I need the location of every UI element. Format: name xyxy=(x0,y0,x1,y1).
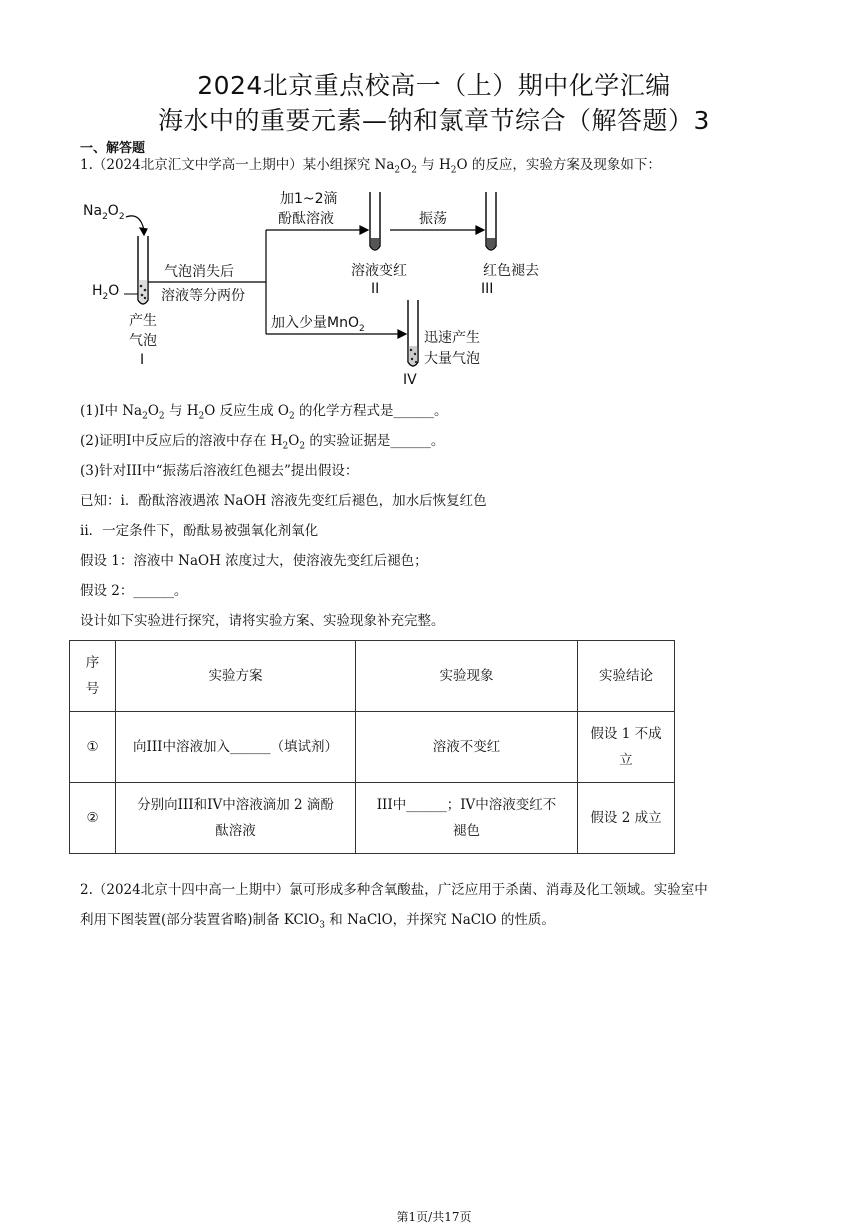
known-1: 已知：i．酚酞溶液遇浓 NaOH 溶液先变红后褪色，加水后恢复红色 xyxy=(80,493,487,509)
tube4-number: IV xyxy=(403,372,417,388)
q1-sub1: (1)I中 $Na_2O_2$ 与 $H_2O$ 反应生成 $O_2$ 的化学方程式是______。 xyxy=(80,403,448,422)
table-row xyxy=(70,783,675,854)
q1-sub3: (3)针对III中“振荡后溶液红色褪去”提出假设： xyxy=(80,463,359,479)
row1-phenomenon: 溶液不变红 xyxy=(356,712,578,783)
hypothesis-2: 假设 2：______。 xyxy=(80,583,188,599)
section-heading: 一、解答题 xyxy=(80,141,146,156)
row2-index: ② xyxy=(70,783,116,854)
shake-label: 振荡 xyxy=(419,211,447,227)
branch-top-2: 酚酞溶液 xyxy=(278,211,334,227)
branch-top-1: 加1~2滴 xyxy=(280,191,338,207)
document-title-line2: 海水中的重要元素—钠和氯章节综合（解答题）3 xyxy=(158,106,710,135)
document-title-line1: 2024北京重点校高一（上）期中化学汇编 xyxy=(197,71,671,100)
table-row xyxy=(70,712,675,783)
experiment-table xyxy=(69,640,675,854)
hypothesis-1: 假设 1：溶液中 NaOH 浓度过大，使溶液先变红后褪色； xyxy=(80,553,428,569)
header-plan: 实验方案 xyxy=(116,641,356,712)
tube2-number: II xyxy=(371,281,380,297)
q1-intro: 1.（2024北京汇文中学高一上期中）某小组探究 $Na_2O_2$ 与 $H_2O$ 的反应，实验方案及现象如下： xyxy=(80,157,661,176)
tube1-number: I xyxy=(140,352,145,368)
tube1-label-2: 气泡 xyxy=(129,333,157,349)
test-tube-4 xyxy=(408,300,418,366)
q2-line2: 利用下图装置(部分装置省略)制备 KClO$_3$ 和 NaClO，并探究 NaClO 的性质。 xyxy=(80,912,555,931)
label-na2o2: $Na_2O_2$ xyxy=(83,203,125,222)
row1-plan: 向III中溶液加入______（填试剂） xyxy=(116,712,356,783)
row2-plan: 分别向III和IV中溶液滴加 2 滴酚 酞溶液 xyxy=(116,783,356,854)
tube4-label-2: 大量气泡 xyxy=(424,351,480,367)
tube2-label: 溶液变红 xyxy=(351,263,407,279)
page-footer: 第1页/共17页 xyxy=(396,1210,472,1224)
tube4-label-1: 迅速产生 xyxy=(424,330,480,346)
label-split-two: 溶液等分两份 xyxy=(161,288,245,304)
row1-conclusion: 假设 1 不成 立 xyxy=(578,712,675,783)
tube3-label: 红色褪去 xyxy=(483,263,539,279)
test-tube-2 xyxy=(370,192,380,250)
design-instruction: 设计如下实验进行探究，请将实验方案、实验现象补充完整。 xyxy=(80,613,445,629)
table-header-row xyxy=(70,641,675,712)
header-phenomenon: 实验现象 xyxy=(356,641,578,712)
test-tube-1 xyxy=(124,236,148,304)
known-2: ii．一定条件下，酚酞易被强氧化剂氧化 xyxy=(80,523,319,539)
reagent-arrow xyxy=(126,216,147,235)
tube3-number: III xyxy=(481,281,494,297)
test-tube-3 xyxy=(486,192,496,250)
row2-conclusion: 假设 2 成立 xyxy=(578,783,675,854)
row1-index: ① xyxy=(70,712,116,783)
label-h2o: $H_2O$ xyxy=(92,283,120,302)
q1-sub2: (2)证明I中反应后的溶液中存在 $H_2O_2$ 的实验证据是______。 xyxy=(80,433,445,452)
label-bubbles-gone: 气泡消失后 xyxy=(164,264,234,280)
header-conclusion: 实验结论 xyxy=(578,641,675,712)
q2-line1: 2.（2024北京十四中高一上期中）氯可形成多种含氧酸盐，广泛应用于杀菌、消毒及化工领域。实验室中 xyxy=(80,882,708,898)
header-index: 序 号 xyxy=(70,641,116,712)
tube1-label-1: 产生 xyxy=(129,313,157,329)
branch-bottom: 加入少量MnO$_2$ xyxy=(271,315,365,334)
row2-phenomenon: III中______；IV中溶液变红不 褪色 xyxy=(356,783,578,854)
